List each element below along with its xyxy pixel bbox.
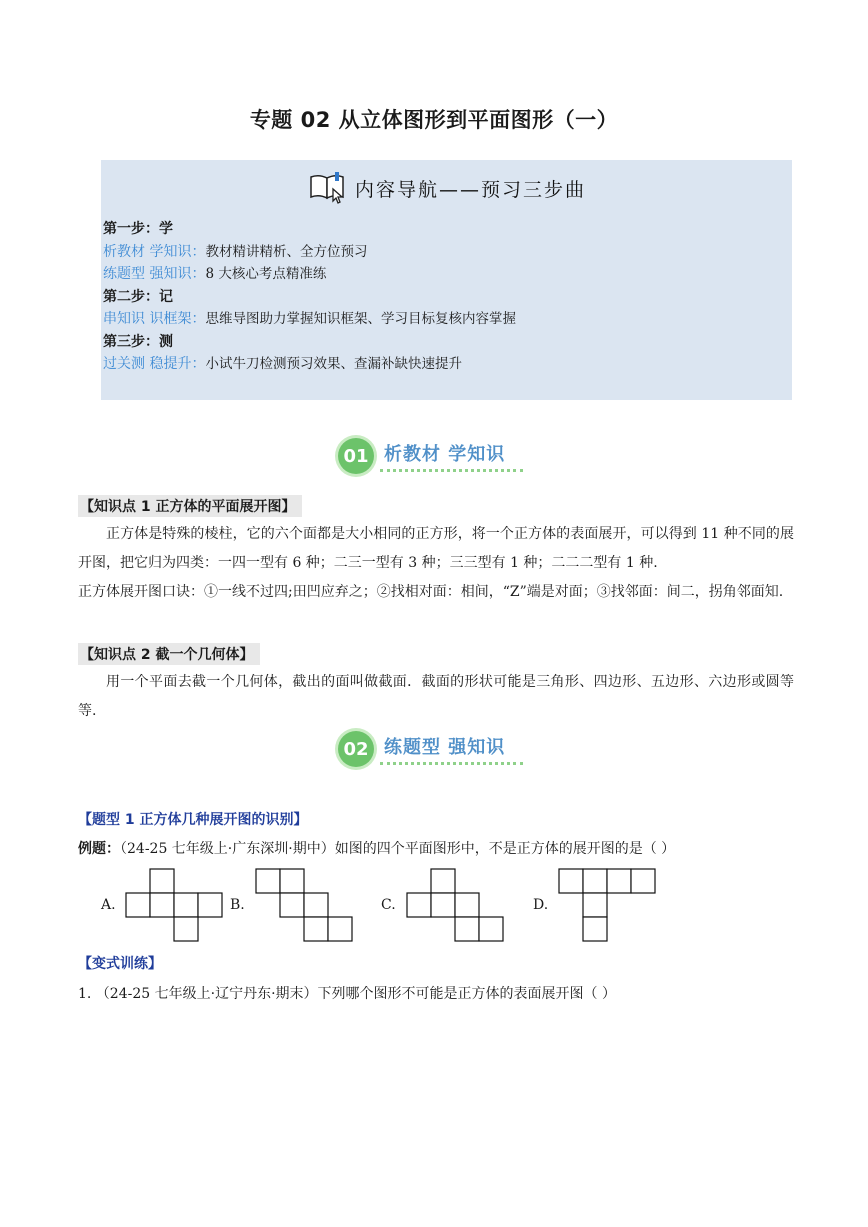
practice-heading: 【变式训练】 (78, 956, 162, 972)
cube-net-a (126, 869, 223, 941)
knowledge-point-2-heading: 【知识点 2 截一个几何体】 (78, 643, 260, 665)
practice-question-1: 1. （24-25 七年级上·辽宁丹东·期末）下列哪个图形不可能是正方体的表面展开图（ ） (78, 986, 616, 1002)
page-title: 专题 02 从立体图形到平面图形（一） (249, 108, 619, 132)
option-b-label: B. (230, 897, 245, 913)
knowledge-point-1-mnemonic: 正方体展开图口诀：①一线不过四;田凹应弃之；②找相对面：相间，“Z”端是对面；③找邻面：间二，拐角邻面知. (78, 584, 784, 600)
book-pointer-icon (307, 167, 349, 209)
nav-heading-label: 内容导航——预习三步曲 (354, 178, 586, 201)
cube-net-b (256, 869, 353, 941)
step-row-2: 练题型 强知识：8 大核心考点精准练 (103, 266, 327, 282)
option-c-label: C. (381, 897, 396, 913)
example-question: 例题：（24-25 七年级上·广东深圳·期中）如图的四个平面图形中，不是正方体的展开图的是（ ） (78, 841, 676, 857)
knowledge-point-1-heading: 【知识点 1 正方体的平面展开图】 (78, 495, 302, 517)
option-a-label: A. (101, 897, 116, 913)
step-2: 第二步：记 (103, 288, 173, 305)
steps-list (103, 218, 516, 376)
knowledge-point-2-text: 用一个平面去截一个几何体，截出的面叫做截面．截面的形状可能是三角形、四边形、五边形、六边形或圆等等. (78, 674, 794, 719)
step-3: 第三步：测 (103, 333, 173, 350)
section-badge-1 (338, 436, 528, 476)
step-row-3: 串知识 识框架：思维导图助力掌握知识框架、学习目标复核内容掌握 (103, 311, 516, 327)
section-label: 练题型 强知识 (384, 733, 505, 765)
option-d-label: D. (533, 897, 549, 913)
nav-heading (101, 168, 792, 208)
step-1: 第一步：学 (103, 221, 173, 237)
step-row-4: 过关测 稳提升：小试牛刀检测预习效果、查漏补缺快速提升 (103, 356, 462, 372)
section-number: 01 (338, 438, 374, 474)
cube-net-c (407, 869, 504, 941)
section-badge-2 (338, 729, 528, 769)
section-number: 02 (338, 731, 374, 767)
section-label: 析教材 学知识 (384, 440, 505, 472)
question-type-1-heading: 【题型 1 正方体几种展开图的识别】 (78, 812, 308, 828)
cube-net-d (559, 869, 656, 941)
content-navigation-box (101, 160, 792, 400)
step-row-1: 析教材 学知识：教材精讲精析、全方位预习 (103, 243, 368, 260)
knowledge-point-1-text: 正方体是特殊的棱柱，它的六个面都是大小相同的正方形，将一个正方体的表面展开，可以得到 11 种不同的展开图，把它归为四类：一四一型有 6 种；二三一型有 3 种；三三型有 1 种；二二二型有 1 种. (78, 526, 794, 571)
